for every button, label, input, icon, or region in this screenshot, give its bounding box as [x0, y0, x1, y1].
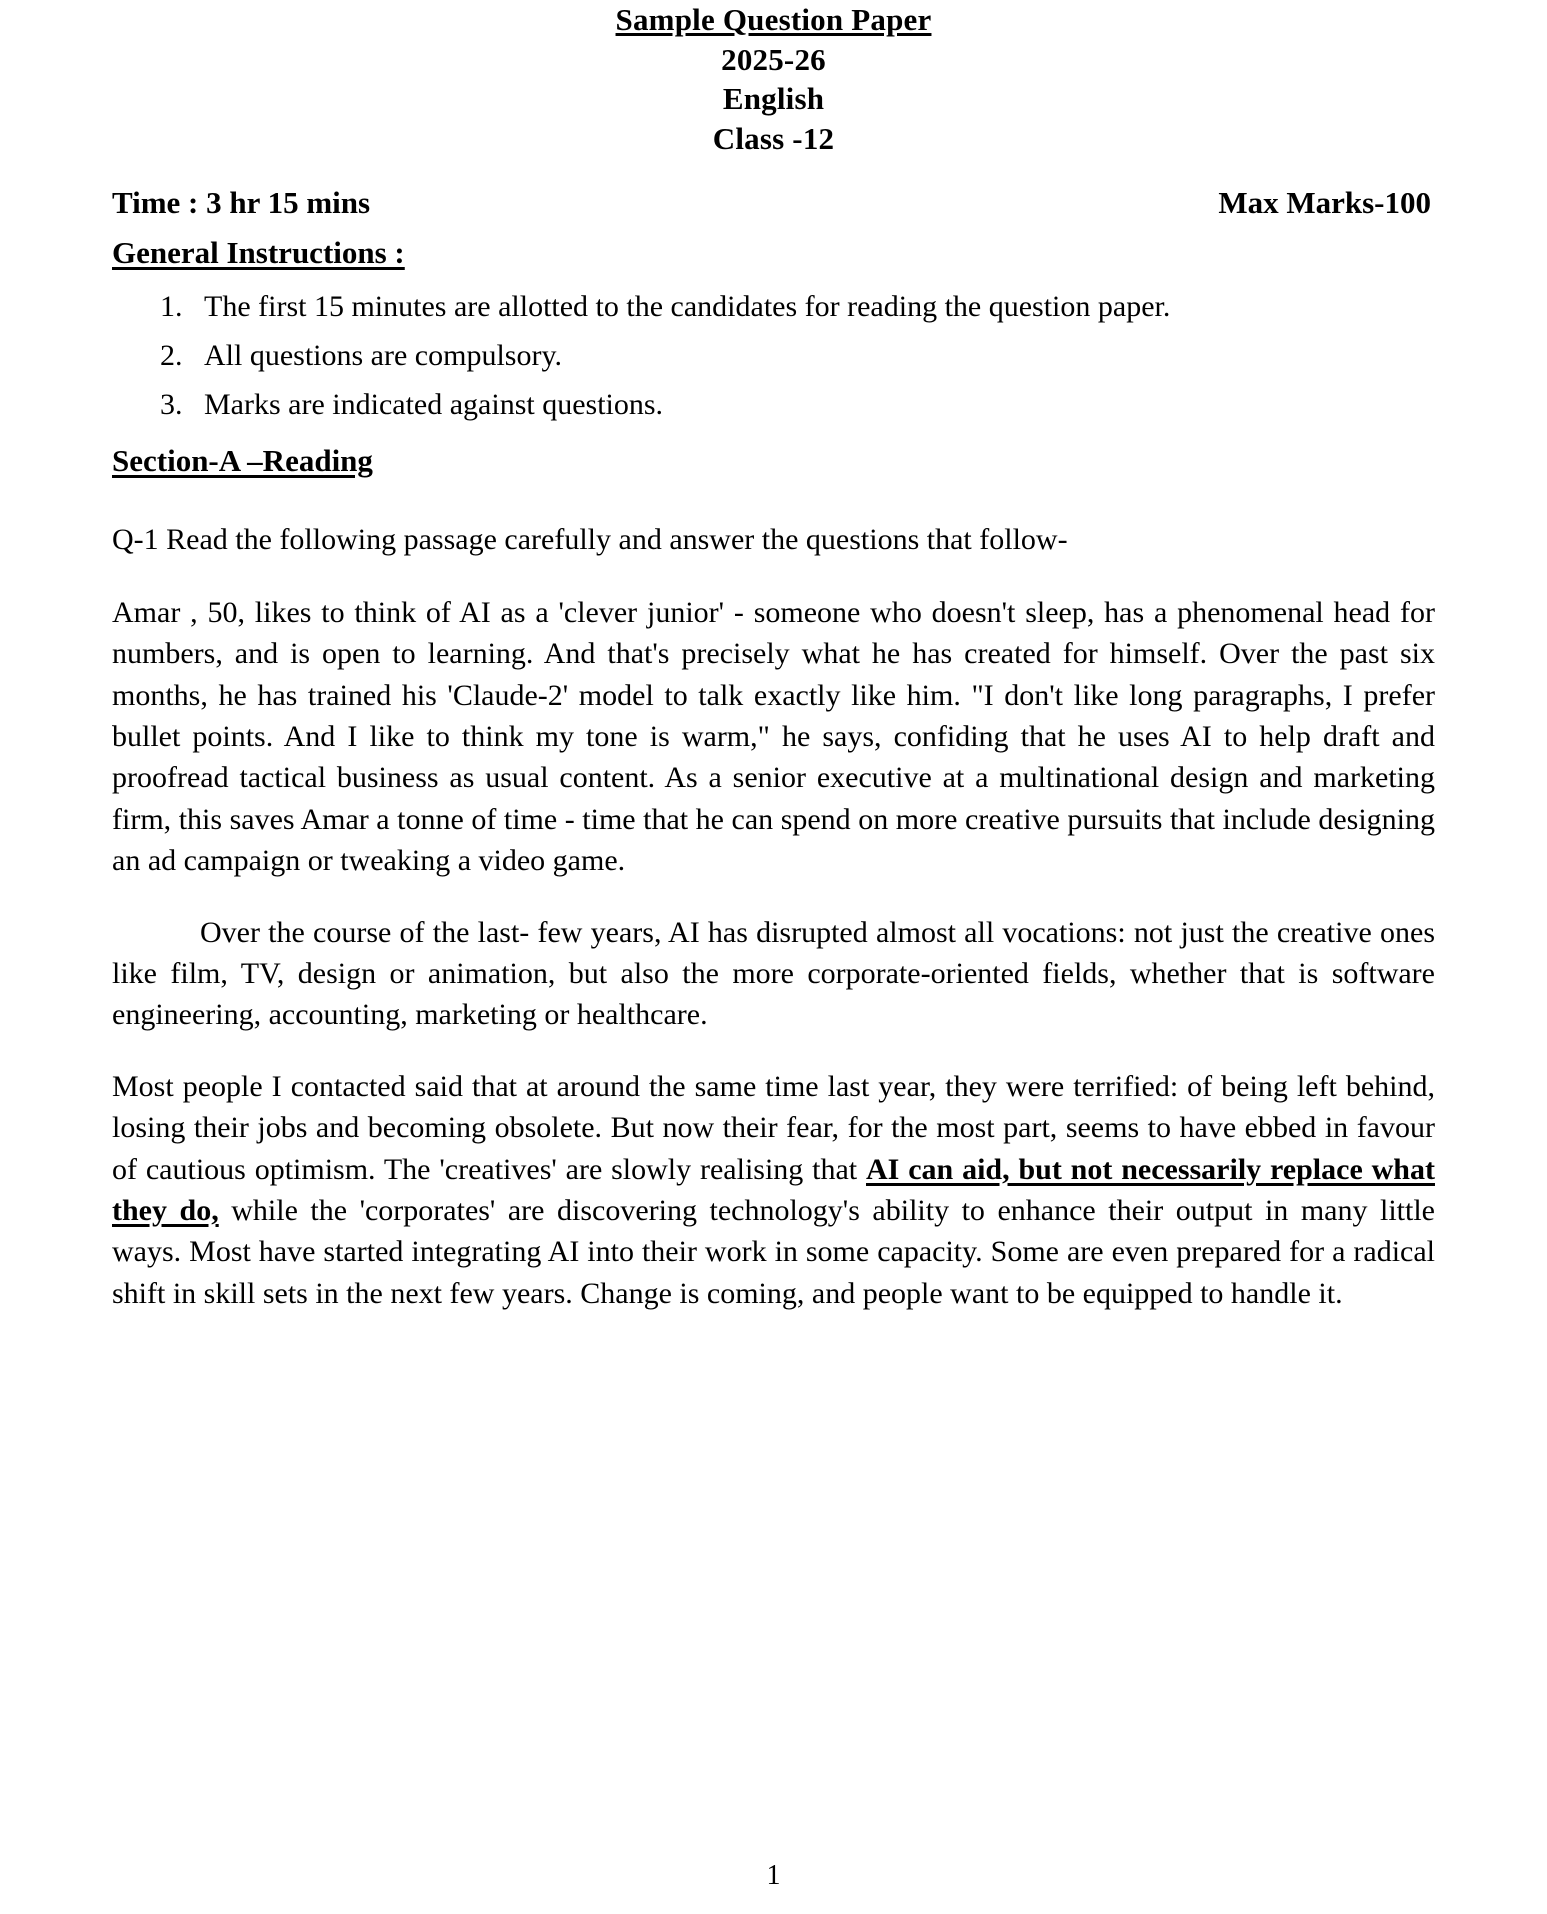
section-a-heading-text: Section-A –Reading: [112, 442, 373, 478]
instruction-item: 2. All questions are compulsory.: [190, 332, 1435, 379]
general-instructions-heading: [112, 235, 1435, 271]
header-title-line: [112, 0, 1435, 40]
exam-duration: Time : 3 hr 15 mins: [112, 184, 371, 220]
header-year: 2025-26: [721, 41, 826, 77]
exam-meta-row: [112, 185, 1435, 221]
general-instructions-heading-text: General Instructions :: [112, 234, 405, 270]
page-number: 1: [766, 1860, 781, 1891]
header-class: Class -12: [712, 121, 835, 157]
passage-paragraph-1: Amar , 50, likes to think of AI as a 'clever junior' - someone who doesn't sleep, has a phenomenal head for numbers, and is open to learning. And that's precisely what he has created for himself. Over the past six months, he has trained his 'Claude-2' model to talk exactly like him. "I don't like long paragraphs, I prefer bullet points. And I like to think my tone is warm," he says, confiding that he uses AI to help draft and proofread tactical business as usual content. As a senior executive at a multinational design and marketing firm, this saves Amar a tonne of time - time that he can spend on more creative pursuits that include designing an ad campaign or tweaking a video game.: [112, 595, 1435, 878]
exam-max-marks: Max Marks-100: [1218, 184, 1431, 220]
section-a-heading: [112, 443, 1435, 479]
instruction-item: 1. The first 15 minutes are allotted to the candidates for reading the question paper.: [190, 283, 1435, 330]
passage-paragraph-3: [112, 1066, 1435, 1314]
instruction-item: 3. Marks are indicated against questions.: [190, 381, 1435, 428]
passage-paragraph-2: Over the course of the last- few years, AI has disrupted almost all vocations: not just the creative ones like film, TV, design or animation, but also the more corporate-oriented fields, whether that is software engineering, accounting, marketing or healthcare.: [112, 915, 1435, 1032]
question-1-prompt: Q-1 Read the following passage carefully and answer the questions that follow-: [112, 522, 1068, 556]
general-instructions-list: [112, 283, 1435, 429]
document-header: [112, 0, 1435, 159]
passage-paragraph-3-tail: while the 'corporates' are discovering technology's ability to enhance their output in many little ways. Most have started integrating AI into their work in some capacity. Some are even prepared for a radical shift in skill sets in the next few years. Change is coming, and people want to be equipped to handle it.: [112, 1193, 1435, 1310]
header-subject: English: [722, 81, 825, 117]
passage-emphasised-phrase: AI can aid, but not necessarily replace what they do,: [112, 1152, 1435, 1227]
passage-paragraph-3-lead: Most people I contacted said that at around the same time last year, they were terrified: of being left behind, losing their jobs and becoming obsolete. But now their fear, for the most part, seems to have ebbed in favour of cautious optimism. The 'creatives' are slowly realising that: [112, 1069, 1435, 1186]
page-title: Sample Question Paper: [615, 2, 932, 37]
